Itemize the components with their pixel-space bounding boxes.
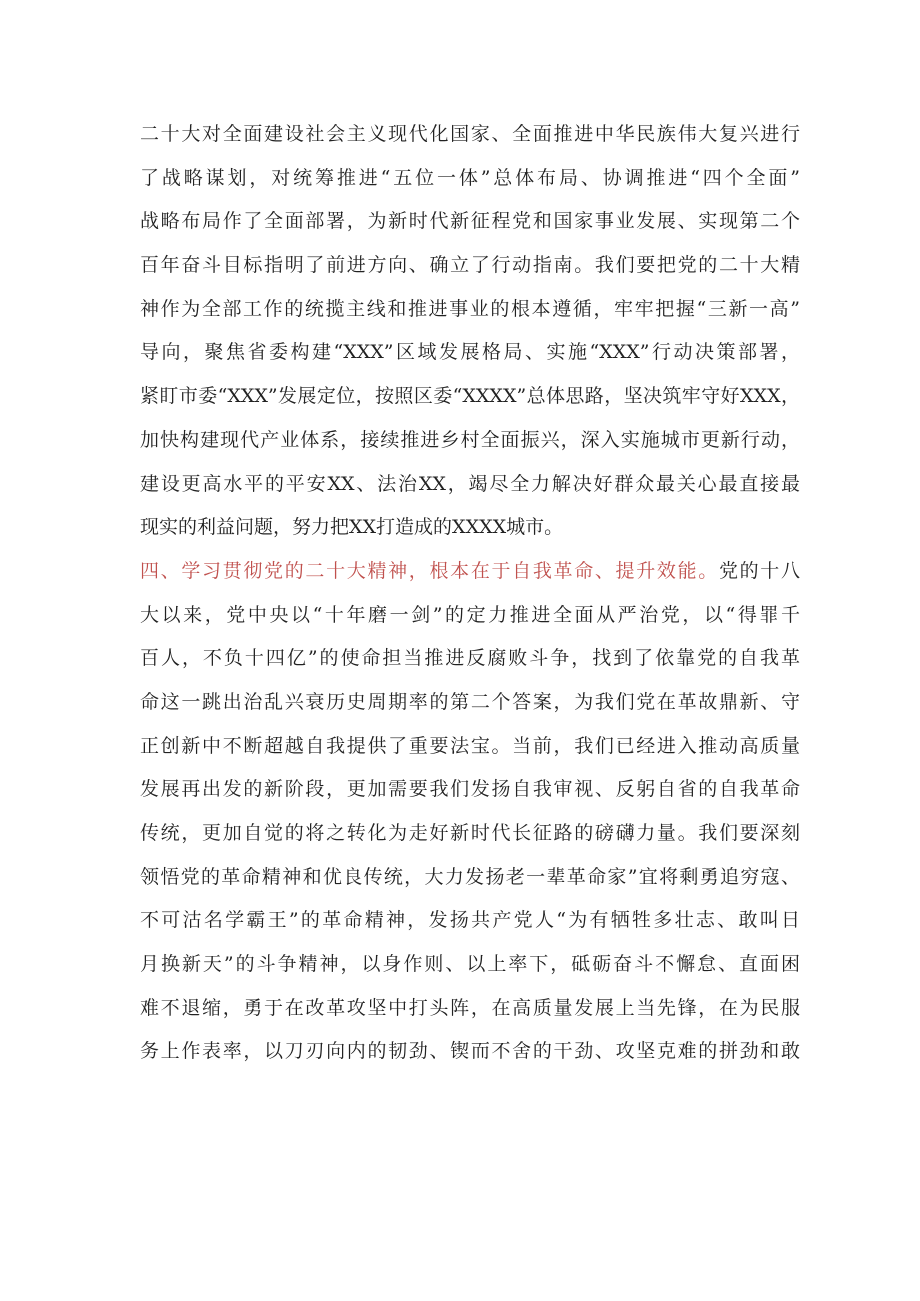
text-line: 月换新天”的斗争精神，以身作则、以上率下，砥砺奋斗不懈怠、直面困 [140, 953, 800, 976]
text-line: 百年奋斗目标指明了前进方向、确立了行动指南。我们要把党的二十大精 [140, 254, 800, 277]
text-line: 发展再出发的新阶段，更加需要我们发扬自我审视、反躬自省的自我革命 [140, 778, 800, 801]
text-line: 不可沽名学霸王”的革命精神，发扬共产党人“为有牺牲多壮志、敢叫日 [140, 909, 800, 932]
text-line: 难不退缩，勇于在改革攻坚中打头阵，在高质量发展上当先锋，在为民服 [140, 996, 800, 1019]
text-line: 命这一跳出治乱兴衰历史周期率的第二个答案，为我们党在革故鼎新、守 [140, 690, 800, 713]
document-body [140, 113, 800, 1074]
text-line: 紧盯市委“XXX”发展定位，按照区委“XXXX”总体思路，坚决筑牢守好XXX， [140, 385, 800, 408]
text-line: 百人，不负十四亿”的使命担当推进反腐败斗争，找到了依靠党的自我革 [140, 647, 800, 670]
text-line: 大以来，党中央以“十年磨一剑”的定力推进全面从严治党，以“得罪千 [140, 603, 800, 626]
text-line: 了战略谋划，对统筹推进“五位一体”总体布局、协调推进“四个全面” [140, 166, 800, 189]
text-line: 现实的利益问题，努力把XX打造成的XXXX城市。 [140, 516, 564, 539]
text-line: 正创新中不断超越自我提供了重要法宝。当前，我们已经进入推动高质量 [140, 734, 800, 757]
text-line: 导向，聚焦省委构建“XXX”区域发展格局、实施“XXX”行动决策部署， [140, 341, 800, 364]
text-line: 传统，更加自觉的将之转化为走好新时代长征路的磅礴力量。我们要深刻 [140, 822, 800, 844]
text-line: 神作为全部工作的统揽主线和推进事业的根本遵循，牢牢把握“三新一高” [140, 297, 800, 320]
heading-line-rest: 党的十八 [718, 559, 800, 582]
text-line: 加快构建现代产业体系，接续推进乡村全面振兴，深入实施城市更新行动， [140, 428, 800, 451]
text-line: 领悟党的革命精神和优良传统，大力发扬老一辈革命家”宜将剩勇追穷寇、 [140, 865, 800, 888]
section-heading: 四、学习贯彻党的二十大精神，根本在于自我革命、提升效能。 [140, 559, 719, 582]
section-heading-line [140, 550, 800, 594]
text-line: 务上作表率，以刀刃向内的韧劲、锲而不舍的干劲、攻坚克难的拼劲和敢 [140, 1040, 800, 1063]
text-line: 建设更高水平的平安XX、法治XX，竭尽全力解决好群众最关心最直接最 [140, 472, 800, 495]
text-line: 二十大对全面建设社会主义现代化国家、全面推进中华民族伟大复兴进行 [140, 123, 800, 145]
text-line: 战略布局作了全面部署，为新时代新征程党和国家事业发展、实现第二个 [140, 210, 800, 233]
